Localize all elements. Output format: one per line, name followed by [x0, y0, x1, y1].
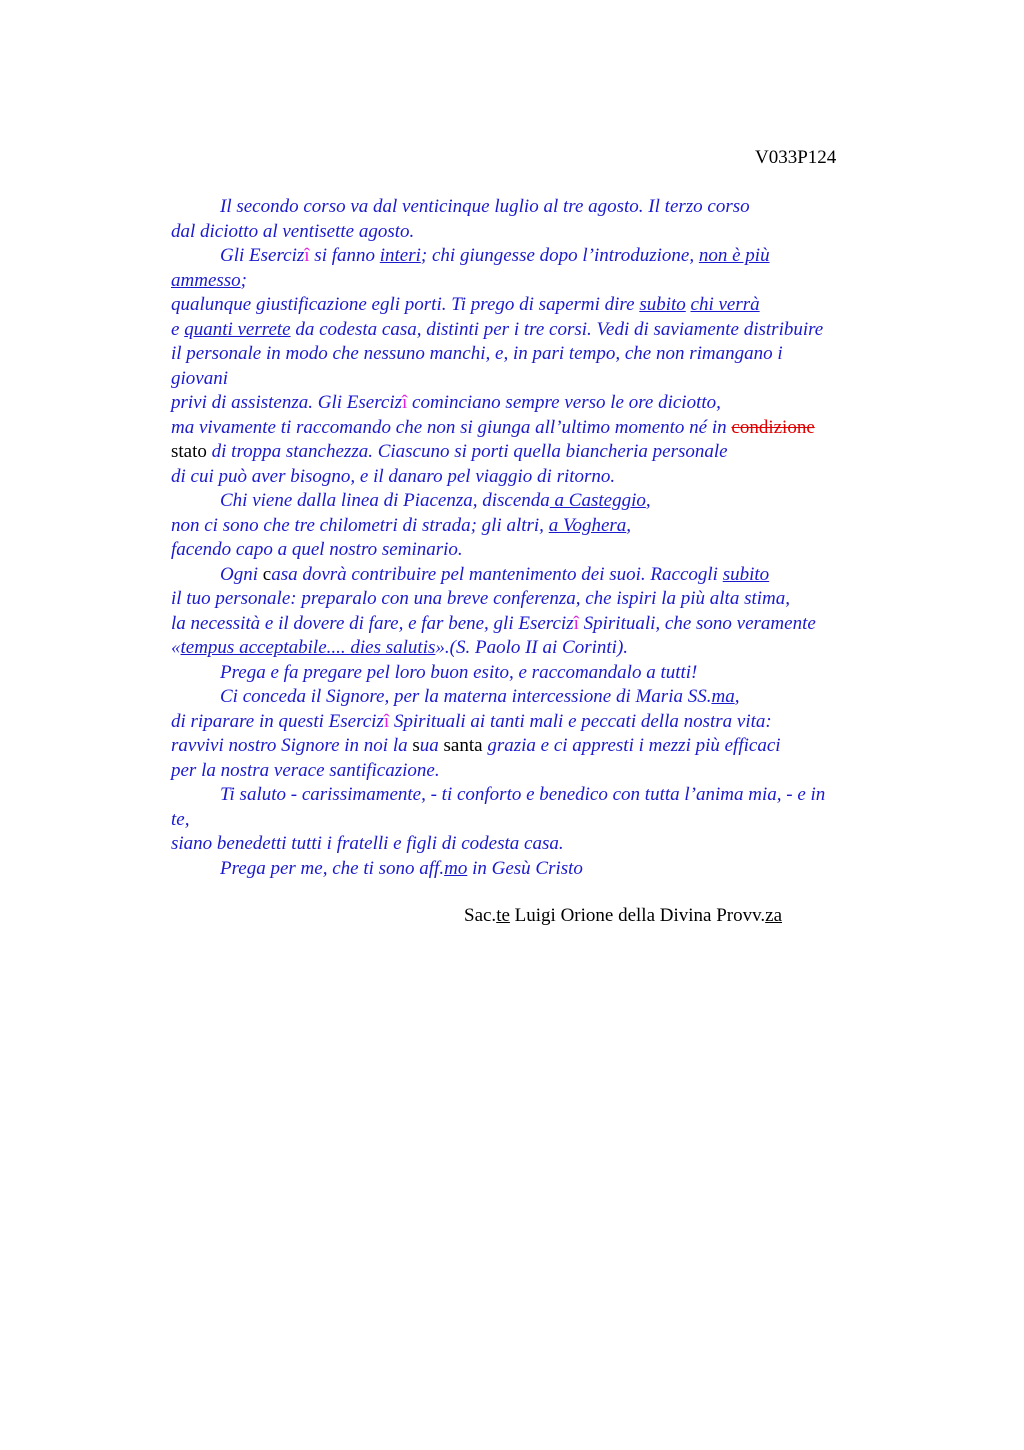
text-span: Ci conceda il Signore, per la materna intercessione di Maria SS.	[220, 686, 712, 707]
text-line	[171, 612, 911, 637]
text-span: ».(S. Paolo II ai Corinti).	[435, 637, 629, 658]
text-line	[171, 416, 911, 441]
text-span: in Gesù Cristo	[467, 857, 583, 879]
text-span: ;	[240, 269, 247, 291]
text-line	[171, 318, 911, 343]
text-line	[171, 342, 911, 367]
text-line	[171, 367, 911, 392]
text-span: la necessità e il dovere di fare, e far bene, gli Eserciz	[171, 612, 574, 634]
text-line	[171, 783, 911, 808]
text-span: «	[171, 637, 181, 658]
underlined-text: non è più	[698, 245, 770, 266]
text-span: non ci sono che tre chilometri di strada; gli altri,	[171, 514, 549, 536]
text-line	[171, 832, 911, 857]
text-span: il tuo personale: preparalo con una breve conferenza, che ispiri la più alta stima,	[171, 588, 791, 609]
text-line	[171, 489, 911, 514]
text-span: Prega e fa pregare pel loro buon esito, e raccomandalo a tutti!	[220, 661, 698, 683]
text-span: facendo capo a quel nostro seminario.	[171, 539, 463, 560]
text-line	[171, 514, 911, 539]
text-line	[171, 220, 911, 245]
underlined-text: te	[496, 905, 510, 926]
text-span: grazia e ci appresti i mezzi più efficaci	[482, 735, 781, 756]
text-line	[171, 759, 911, 784]
text-span: privi di assistenza. Gli Eserciz	[171, 392, 402, 413]
text-span: per la nostra verace santificazione.	[171, 759, 440, 781]
text-line	[171, 269, 911, 294]
text-line	[171, 685, 911, 710]
underlined-text: subito	[722, 563, 770, 585]
underlined-text: ma	[711, 686, 735, 707]
text-span: di troppa stanchezza. Ciascuno si porti quella biancheria personale	[206, 441, 728, 462]
text-line	[171, 440, 911, 465]
text-line	[171, 808, 911, 833]
text-line	[171, 195, 911, 220]
text-line	[171, 710, 911, 735]
letter-body	[171, 195, 911, 881]
text-span: siano benedetti tutti i fratelli e figli di codesta casa.	[171, 833, 564, 854]
text-line	[171, 538, 911, 563]
plain-text: santa	[443, 735, 483, 756]
underlined-text: quanti verrete	[184, 318, 291, 340]
plain-text: stato	[171, 441, 207, 462]
text-span: da codesta casa, distinti per i tre corsi. Vedi di saviamente distribuire	[290, 318, 824, 340]
text-span: Spirituali, che sono veramente	[578, 612, 816, 634]
plain-text: s	[412, 735, 420, 756]
text-span: Ti saluto - carissimamente, - ti conforto e benedico con tutta l’anima mia, - e in	[220, 784, 826, 805]
signature-text: Luigi Orione della Divina Provv.	[509, 905, 766, 926]
underlined-text: a Casteggio	[549, 490, 646, 511]
text-line	[171, 636, 911, 661]
text-span: ; chi giungesse dopo l’introduzione,	[420, 245, 699, 266]
text-span: Il secondo corso va dal venticinque luglio al tre agosto. Il terzo corso	[220, 196, 750, 217]
text-span: di cui può aver bisogno, e il danaro pel viaggio di ritorno.	[171, 465, 616, 487]
circumflex-i: î	[383, 710, 390, 732]
text-line	[171, 293, 911, 318]
text-span: te,	[171, 808, 190, 830]
text-line	[171, 734, 911, 759]
text-span: ,	[645, 490, 651, 511]
text-line	[171, 661, 911, 686]
text-line	[171, 244, 911, 269]
text-span: Spirituali ai tanti mali e peccati della nostra vita:	[389, 710, 772, 732]
struck-text: condizione	[731, 416, 815, 438]
circumflex-i: î	[573, 612, 579, 634]
text-span: ua	[419, 735, 444, 756]
text-span: ma vivamente ti raccomando che non si giunga all’ultimo momento né in	[171, 416, 732, 438]
text-span: Gli Eserciz	[220, 245, 305, 266]
text-span: dal diciotto al ventisette agosto.	[171, 220, 415, 242]
text-span: e	[171, 318, 185, 340]
plain-text: c	[262, 563, 272, 585]
text-span: si fanno	[309, 245, 380, 266]
text-span: Prega per me, che ti sono aff.	[220, 857, 445, 879]
text-line	[171, 465, 911, 490]
text-span: Ogni	[220, 563, 263, 585]
underlined-text: mo	[444, 857, 468, 879]
page-id: V033P124	[755, 147, 837, 168]
text-span: ravvivi nostro Signore in noi la	[171, 735, 413, 756]
text-line	[171, 391, 911, 416]
underlined-text: interi	[379, 245, 421, 266]
text-span: cominciano sempre verso le ore diciotto,	[407, 392, 721, 413]
text-span: ,	[626, 514, 632, 536]
text-line	[171, 587, 911, 612]
circumflex-i: î	[402, 392, 408, 413]
signature-text: Sac.	[464, 905, 497, 926]
circumflex-i: î	[304, 245, 310, 266]
underlined-text: za	[765, 905, 783, 926]
text-span: qualunque giustificazione egli porti. Ti prego di sapermi dire	[171, 294, 640, 315]
underlined-text: tempus acceptabile.... dies salutis	[180, 637, 436, 658]
text-span: di riparare in questi Eserciz	[171, 710, 384, 732]
text-span: Chi viene dalla linea di Piacenza, discenda	[220, 490, 550, 511]
text-span: ,	[734, 686, 740, 707]
text-span: asa dovrà contribuire pel mantenimento dei suoi. Raccogli	[271, 563, 723, 585]
underlined-text: ammesso	[171, 269, 241, 291]
underlined-text: a Voghera	[548, 514, 627, 536]
text-line	[171, 857, 911, 882]
text-span: giovani	[171, 367, 228, 389]
underlined-text: chi verrà	[690, 294, 760, 315]
text-line	[171, 563, 911, 588]
text-span: il personale in modo che nessuno manchi, e, in pari tempo, che non rimangano i	[171, 343, 783, 364]
signature	[464, 904, 782, 928]
underlined-text: subito	[639, 294, 686, 315]
